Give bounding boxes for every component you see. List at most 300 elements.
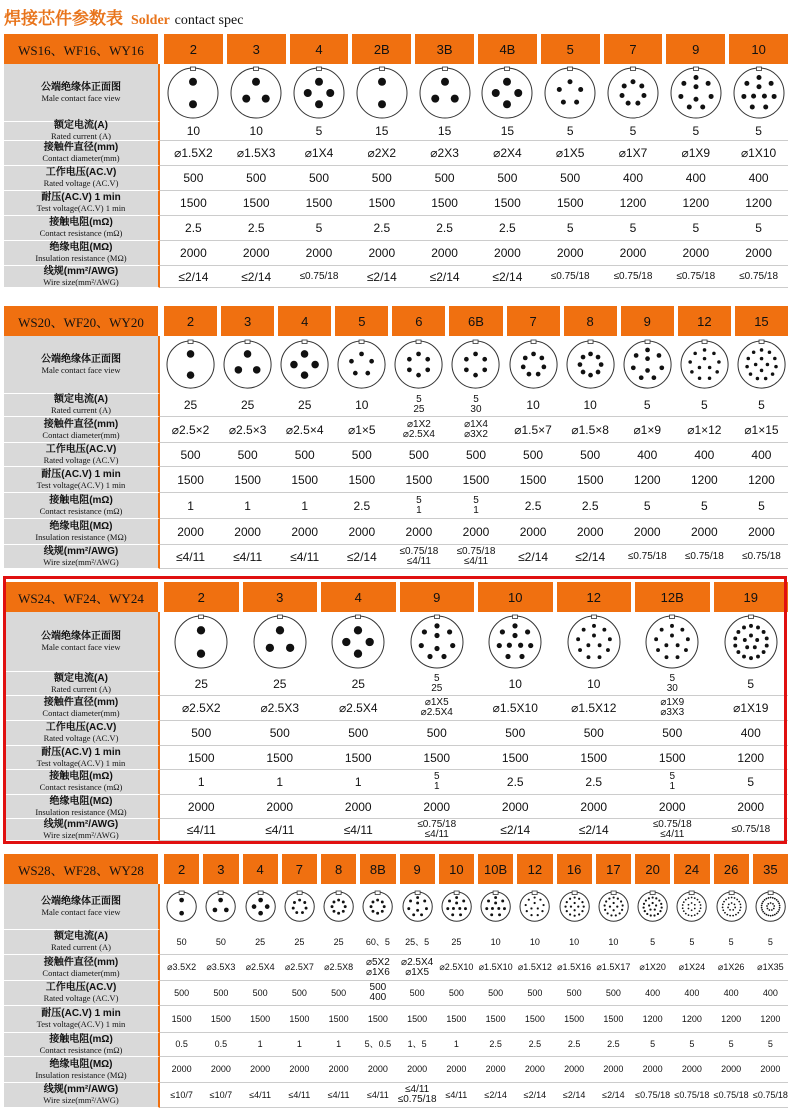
wire-cell xyxy=(335,545,388,568)
cell-value: ⌀2X2 xyxy=(367,146,397,160)
cell-value: ⌀1X5 xyxy=(424,697,449,708)
cell-value: 500 xyxy=(174,987,190,998)
cell-value: ≤0.75/18 xyxy=(739,270,779,282)
insulation-cell xyxy=(243,1057,278,1082)
wire-cell xyxy=(604,266,663,287)
diameter-cell xyxy=(392,417,445,442)
cell-value: ⌀2.5X4 xyxy=(401,956,434,968)
resistance-cell xyxy=(335,493,388,518)
cell-value: 1200 xyxy=(681,1013,702,1024)
diameter-row xyxy=(160,141,788,166)
connector-face xyxy=(227,64,286,122)
cell-value: ≤2/14 xyxy=(523,1089,547,1100)
cell-value: 500 xyxy=(408,447,429,462)
cell-value: ⌀1X4 xyxy=(304,146,334,160)
current-cell xyxy=(666,122,725,140)
insulation-cell xyxy=(360,1057,395,1082)
test-row xyxy=(160,1006,788,1033)
wire-cell xyxy=(278,545,331,568)
insulation-cell xyxy=(517,1057,552,1082)
cell-value: ⌀2.5×2 xyxy=(171,422,210,437)
cell-value: 50 xyxy=(215,936,226,947)
resistance-cell xyxy=(557,1033,592,1056)
diameter-cell xyxy=(243,955,278,980)
cell-value: 1 xyxy=(473,504,479,516)
insulation-cell xyxy=(666,241,725,265)
cell-value: 400 xyxy=(684,987,700,998)
test-cell xyxy=(203,1006,238,1032)
label-cn: 耐压(AC.V) 1 min xyxy=(41,192,121,204)
cell-value: 5 xyxy=(416,494,422,506)
resistance-cell xyxy=(449,493,502,518)
cell-value: ≤4/11 xyxy=(176,549,206,564)
cell-value: 500 xyxy=(426,726,447,740)
current-row xyxy=(160,122,788,141)
column-header: 9 xyxy=(400,854,435,884)
insulation-cell xyxy=(282,1057,317,1082)
voltage-cell xyxy=(221,443,274,466)
cell-value: ≤4/11 xyxy=(249,1089,272,1100)
diameter-cell xyxy=(164,141,223,165)
column-header: 2B xyxy=(352,34,411,64)
cell-value: 10 xyxy=(608,936,619,947)
current-cell xyxy=(278,394,331,416)
cell-value: 1500 xyxy=(250,1013,271,1024)
test-cell xyxy=(360,1006,395,1032)
label-en: Rated voltage (AC.V) xyxy=(43,993,119,1004)
wire-label xyxy=(4,1083,160,1108)
cell-value: 25 xyxy=(183,398,198,412)
cell-value: 1500 xyxy=(564,1013,585,1024)
connector-face-icon xyxy=(606,66,660,120)
cell-value: 5 xyxy=(692,221,700,235)
label-en: Wire size(mm²/AWG) xyxy=(43,556,119,567)
connector-face xyxy=(621,336,674,394)
connector-face xyxy=(735,336,788,394)
wire-cell xyxy=(397,1083,437,1107)
connector-face xyxy=(221,336,274,394)
cell-value: 10 xyxy=(186,124,201,138)
column-header: 7 xyxy=(507,306,560,336)
cell-value: 1500 xyxy=(348,472,376,487)
cell-value: 60、5 xyxy=(365,936,390,947)
cell-value: 2.5 xyxy=(489,1039,502,1049)
resistance-cell xyxy=(439,1033,474,1056)
cell-value: ⌀2.5X4 xyxy=(402,428,435,440)
cell-value: 2000 xyxy=(642,1064,663,1074)
cell-value: ≤0.75/18 xyxy=(676,270,716,282)
connector-face xyxy=(392,336,445,394)
voltage-cell xyxy=(674,981,709,1005)
column-header: 5 xyxy=(541,34,600,64)
test-cell xyxy=(400,1006,435,1032)
cell-value: 1500 xyxy=(423,750,451,765)
cell-value: 1200 xyxy=(691,472,718,487)
cell-value: ⌀1.5X17 xyxy=(596,962,631,972)
test-cell xyxy=(666,191,725,215)
cell-value: 2000 xyxy=(760,1064,781,1074)
cell-value: 1500 xyxy=(344,750,372,765)
connector-face-icon xyxy=(418,66,472,120)
current-cell xyxy=(604,122,663,140)
diameter-cell xyxy=(321,955,356,980)
insulation-cell xyxy=(415,241,474,265)
label-cn: 线规(mm²/AWG) xyxy=(43,265,119,277)
wire-cell xyxy=(203,1083,238,1107)
cell-value: 500 xyxy=(213,987,229,998)
insulation-cell xyxy=(729,241,788,265)
connector-face xyxy=(282,884,317,930)
label-en: Contact diameter(mm) xyxy=(42,153,120,164)
current-cell xyxy=(541,122,600,140)
insulation-cell xyxy=(335,519,388,544)
label-en: Rated current (A) xyxy=(51,942,111,953)
current-cell xyxy=(392,394,445,416)
cell-value: 1 xyxy=(197,775,205,789)
insulation-cell xyxy=(604,241,663,265)
wire-row xyxy=(160,1083,788,1108)
cell-value: 5 xyxy=(758,498,765,513)
cell-value: 2.5 xyxy=(528,1039,542,1049)
diameter-cell xyxy=(290,141,349,165)
cell-value: 400 xyxy=(645,987,661,998)
insulation-row xyxy=(160,1057,788,1083)
diameter-cell xyxy=(203,955,238,980)
cell-value: 10 xyxy=(526,398,540,412)
wire-cell xyxy=(507,545,560,568)
cell-value: 5 xyxy=(629,124,637,138)
current-cell xyxy=(596,930,631,954)
insulation-cell xyxy=(439,1057,474,1082)
connector-face xyxy=(604,64,663,122)
cell-value: 1500 xyxy=(210,1013,231,1024)
cell-value: 400 xyxy=(694,447,715,462)
test-cell xyxy=(557,1006,592,1032)
resistance-cell xyxy=(635,1033,670,1056)
cell-value: 1500 xyxy=(556,196,584,210)
voltage-row xyxy=(160,166,788,191)
cell-value: 5 xyxy=(758,398,765,412)
wire-cell xyxy=(360,1083,395,1107)
current-cell xyxy=(415,122,474,140)
cell-value: ≤2/14 xyxy=(178,269,209,284)
cell-value: 1200 xyxy=(748,472,775,487)
cell-value: 1500 xyxy=(368,196,396,210)
cell-value: 2.5 xyxy=(581,498,599,513)
wire-cell xyxy=(227,266,286,287)
cell-value: ≤0.75/18 xyxy=(652,818,692,830)
connector-face xyxy=(674,884,709,930)
cell-value: 1200 xyxy=(721,1013,742,1024)
cell-value: 1500 xyxy=(266,750,294,765)
cell-value: 1 xyxy=(257,1039,263,1049)
label-cn: 耐压(AC.V) 1 min xyxy=(41,468,121,480)
cell-value: 1500 xyxy=(180,196,207,210)
diameter-cell xyxy=(678,417,731,442)
resistance-cell xyxy=(164,216,223,240)
resistance-cell xyxy=(227,216,286,240)
resistance-cell xyxy=(478,216,537,240)
connector-face xyxy=(596,884,631,930)
connector-face xyxy=(517,884,552,930)
connector-face-icon xyxy=(732,66,786,120)
cell-value: ⌀1X7 xyxy=(618,146,648,160)
diameter-cell xyxy=(557,955,592,980)
cell-value: 2000 xyxy=(328,1064,349,1074)
column-header: 10 xyxy=(478,582,553,612)
connector-face-icon xyxy=(450,339,501,390)
cell-value: 5 xyxy=(689,936,695,947)
resistance-cell xyxy=(564,493,617,518)
cell-value: 5 xyxy=(701,498,708,513)
column-header: 4 xyxy=(243,854,278,884)
test-row xyxy=(160,191,788,216)
cell-value: 500 xyxy=(448,987,464,998)
column-header: 2 xyxy=(164,854,199,884)
current-cell xyxy=(635,930,670,954)
current-row xyxy=(160,394,788,417)
voltage-cell xyxy=(290,166,349,190)
cell-value: ⌀1X35 xyxy=(757,962,784,972)
connector-face xyxy=(666,64,725,122)
cell-value: 500 xyxy=(291,987,307,998)
test-cell xyxy=(604,191,663,215)
cell-value: ≤4/11 xyxy=(660,828,685,840)
test-cell xyxy=(449,467,502,492)
resistance-cell xyxy=(517,1033,552,1056)
cell-value: ≤2/14 xyxy=(241,269,272,284)
cell-value: ⌀3X2 xyxy=(464,428,488,440)
diameter-cell xyxy=(541,141,600,165)
insulation-cell xyxy=(541,241,600,265)
column-header: 5 xyxy=(335,306,388,336)
connector-face xyxy=(360,884,395,930)
cell-value: ≤4/11 xyxy=(343,822,373,837)
test-cell xyxy=(517,1006,552,1032)
diameter-cell xyxy=(478,141,537,165)
cell-value: 500 xyxy=(605,987,621,998)
resistance-cell xyxy=(164,493,217,518)
cell-value: ⌀1X9 xyxy=(660,697,685,708)
cell-value: 2.5 xyxy=(373,221,391,235)
voltage-row xyxy=(160,981,788,1006)
insulation-cell xyxy=(352,241,411,265)
current-cell xyxy=(678,394,731,416)
column-header: 9 xyxy=(666,34,725,64)
connector-face-icon xyxy=(229,66,283,120)
cell-value: 25 xyxy=(273,676,287,691)
connector-face-icon xyxy=(361,890,394,923)
connector-face-icon xyxy=(165,339,216,390)
cell-value: 400 xyxy=(622,171,643,185)
cell-value: 5 xyxy=(650,1039,656,1049)
cell-value: 2000 xyxy=(745,246,772,260)
face-label xyxy=(4,884,160,930)
cell-value: 25 xyxy=(255,936,266,947)
insulation-label xyxy=(4,519,160,545)
cell-value: ⌀2.5X3 xyxy=(260,701,300,715)
label-cn: 接触电阻(mΩ) xyxy=(49,771,113,783)
wire-cell xyxy=(221,545,274,568)
cell-value: 10 xyxy=(355,398,369,412)
wire-cell xyxy=(753,1083,788,1107)
voltage-cell xyxy=(735,443,788,466)
diameter-cell xyxy=(164,955,199,980)
connector-face xyxy=(714,884,749,930)
cell-value: 2000 xyxy=(564,1064,585,1074)
test-label xyxy=(4,467,160,493)
connector-face-icon xyxy=(518,890,551,923)
test-cell xyxy=(729,191,788,215)
connector-face-icon xyxy=(479,890,512,923)
cell-value: 1500 xyxy=(658,750,686,765)
cell-value: 5 xyxy=(650,936,656,947)
resistance-cell xyxy=(714,1033,749,1056)
insulation-cell xyxy=(290,241,349,265)
current-cell xyxy=(203,930,238,954)
cell-value: 1500 xyxy=(234,472,261,487)
wire-cell xyxy=(564,545,617,568)
column-header: 4 xyxy=(321,582,396,612)
test-cell xyxy=(164,191,223,215)
insulation-cell xyxy=(753,1057,788,1082)
resistance-cell xyxy=(221,493,274,518)
cell-value: 1 xyxy=(354,775,362,789)
diameter-cell xyxy=(164,417,217,442)
label-en: Rated current (A) xyxy=(51,683,111,694)
test-cell xyxy=(321,1006,356,1032)
cell-value: 5 xyxy=(629,221,637,235)
cell-value: ⌀2X3 xyxy=(430,146,459,160)
cell-value: 1500 xyxy=(305,196,333,210)
column-header: 3 xyxy=(221,306,274,336)
cell-value: 2.5 xyxy=(499,221,516,235)
resistance-label xyxy=(4,216,160,241)
cell-value: 2000 xyxy=(234,524,261,539)
cell-value: ≤2/14 xyxy=(500,822,531,837)
column-header: 10 xyxy=(729,34,788,64)
connector-face-icon xyxy=(715,890,748,923)
cell-value: 2000 xyxy=(721,1064,742,1074)
cell-value: 2000 xyxy=(576,524,604,539)
cell-value: 25、5 xyxy=(405,936,430,947)
cell-value: ≤0.75/18 xyxy=(456,545,496,557)
label-cn: 额定电流(A) xyxy=(54,394,108,406)
cell-value: 25 xyxy=(294,936,305,947)
cell-value: 2.5 xyxy=(524,498,542,513)
cell-value: 25 xyxy=(240,398,255,412)
insulation-cell xyxy=(164,241,223,265)
insulation-cell xyxy=(227,241,286,265)
label-en: Male contact face view xyxy=(41,92,121,103)
connector-face xyxy=(729,64,788,122)
label-cn: 公端绝缘体正面图 xyxy=(41,630,121,642)
cell-value: ⌀1.5X10 xyxy=(492,701,538,715)
diameter-cell xyxy=(621,417,674,442)
current-cell xyxy=(400,930,435,954)
cell-value: 2000 xyxy=(748,524,775,539)
wire-cell xyxy=(392,545,445,568)
cell-value: 2000 xyxy=(266,799,294,814)
cell-value: 1500 xyxy=(501,750,529,765)
cell-value: 2.5 xyxy=(607,1039,620,1049)
cell-value: ⌀2.5X4 xyxy=(245,962,275,972)
label-en: Contact diameter(mm) xyxy=(42,708,120,719)
current-cell xyxy=(227,122,286,140)
resistance-cell xyxy=(282,1033,317,1056)
label-cn: 接触件直径(mm) xyxy=(43,142,119,154)
cell-value: 400 xyxy=(723,987,739,998)
column-header: 19 xyxy=(714,582,789,612)
test-cell xyxy=(541,191,600,215)
current-cell xyxy=(517,930,552,954)
cell-value: 1500 xyxy=(603,1013,624,1024)
cell-value: 500 xyxy=(527,987,543,998)
current-row xyxy=(160,930,788,955)
cell-value: ⌀1×15 xyxy=(744,422,779,437)
test-cell xyxy=(164,1006,199,1032)
connector-face xyxy=(541,64,600,122)
cell-value: 2.5 xyxy=(247,221,265,235)
connector-face xyxy=(635,884,670,930)
cell-value: 2000 xyxy=(619,246,647,260)
test-cell xyxy=(621,467,674,492)
resistance-row xyxy=(160,1033,788,1057)
insulation-cell xyxy=(714,1057,749,1082)
column-header: 9 xyxy=(621,306,674,336)
cell-value: 1 xyxy=(187,498,194,513)
column-header: 10 xyxy=(439,854,474,884)
diameter-cell xyxy=(729,141,788,165)
column-header: 12 xyxy=(517,854,552,884)
label-en: Wire size(mm²/AWG) xyxy=(43,276,119,287)
insulation-cell xyxy=(164,1057,199,1082)
cell-value: ≤4/11 xyxy=(424,828,449,840)
wire-cell xyxy=(282,1083,317,1107)
resistance-cell xyxy=(278,493,331,518)
voltage-cell xyxy=(564,443,617,466)
cell-value: 500 xyxy=(246,171,267,185)
cell-value: ≤4/11 xyxy=(366,1089,389,1100)
connector-face-icon xyxy=(675,890,708,923)
voltage-cell xyxy=(753,981,788,1005)
cell-value: ⌀2.5X2 xyxy=(181,701,221,715)
diameter-cell xyxy=(449,417,502,442)
current-cell xyxy=(439,930,474,954)
voltage-cell xyxy=(541,166,600,190)
cell-value: 1200 xyxy=(745,196,772,210)
cell-value: 500 xyxy=(369,982,387,993)
label-en: Test voltage(AC.V) 1 min xyxy=(36,1019,126,1030)
cell-value: ⌀3.5X3 xyxy=(206,962,236,972)
insulation-cell xyxy=(507,519,560,544)
connector-face-icon xyxy=(283,890,316,923)
cell-value: ≤2/14 xyxy=(578,822,609,837)
spec-section xyxy=(4,34,788,288)
cell-value: 2000 xyxy=(737,799,765,814)
resistance-cell xyxy=(400,1033,435,1056)
test-cell xyxy=(415,191,474,215)
cell-value: ⌀1X4 xyxy=(464,418,488,430)
column-header: 7 xyxy=(604,34,663,64)
cell-value: 1200 xyxy=(642,1013,663,1024)
diameter-cell xyxy=(415,141,474,165)
label-cn: 线规(mm²/AWG) xyxy=(43,1084,119,1096)
cell-value: 2000 xyxy=(177,524,204,539)
diameter-cell xyxy=(666,141,725,165)
label-en: Male contact face view xyxy=(41,364,121,375)
voltage-cell xyxy=(164,166,223,190)
